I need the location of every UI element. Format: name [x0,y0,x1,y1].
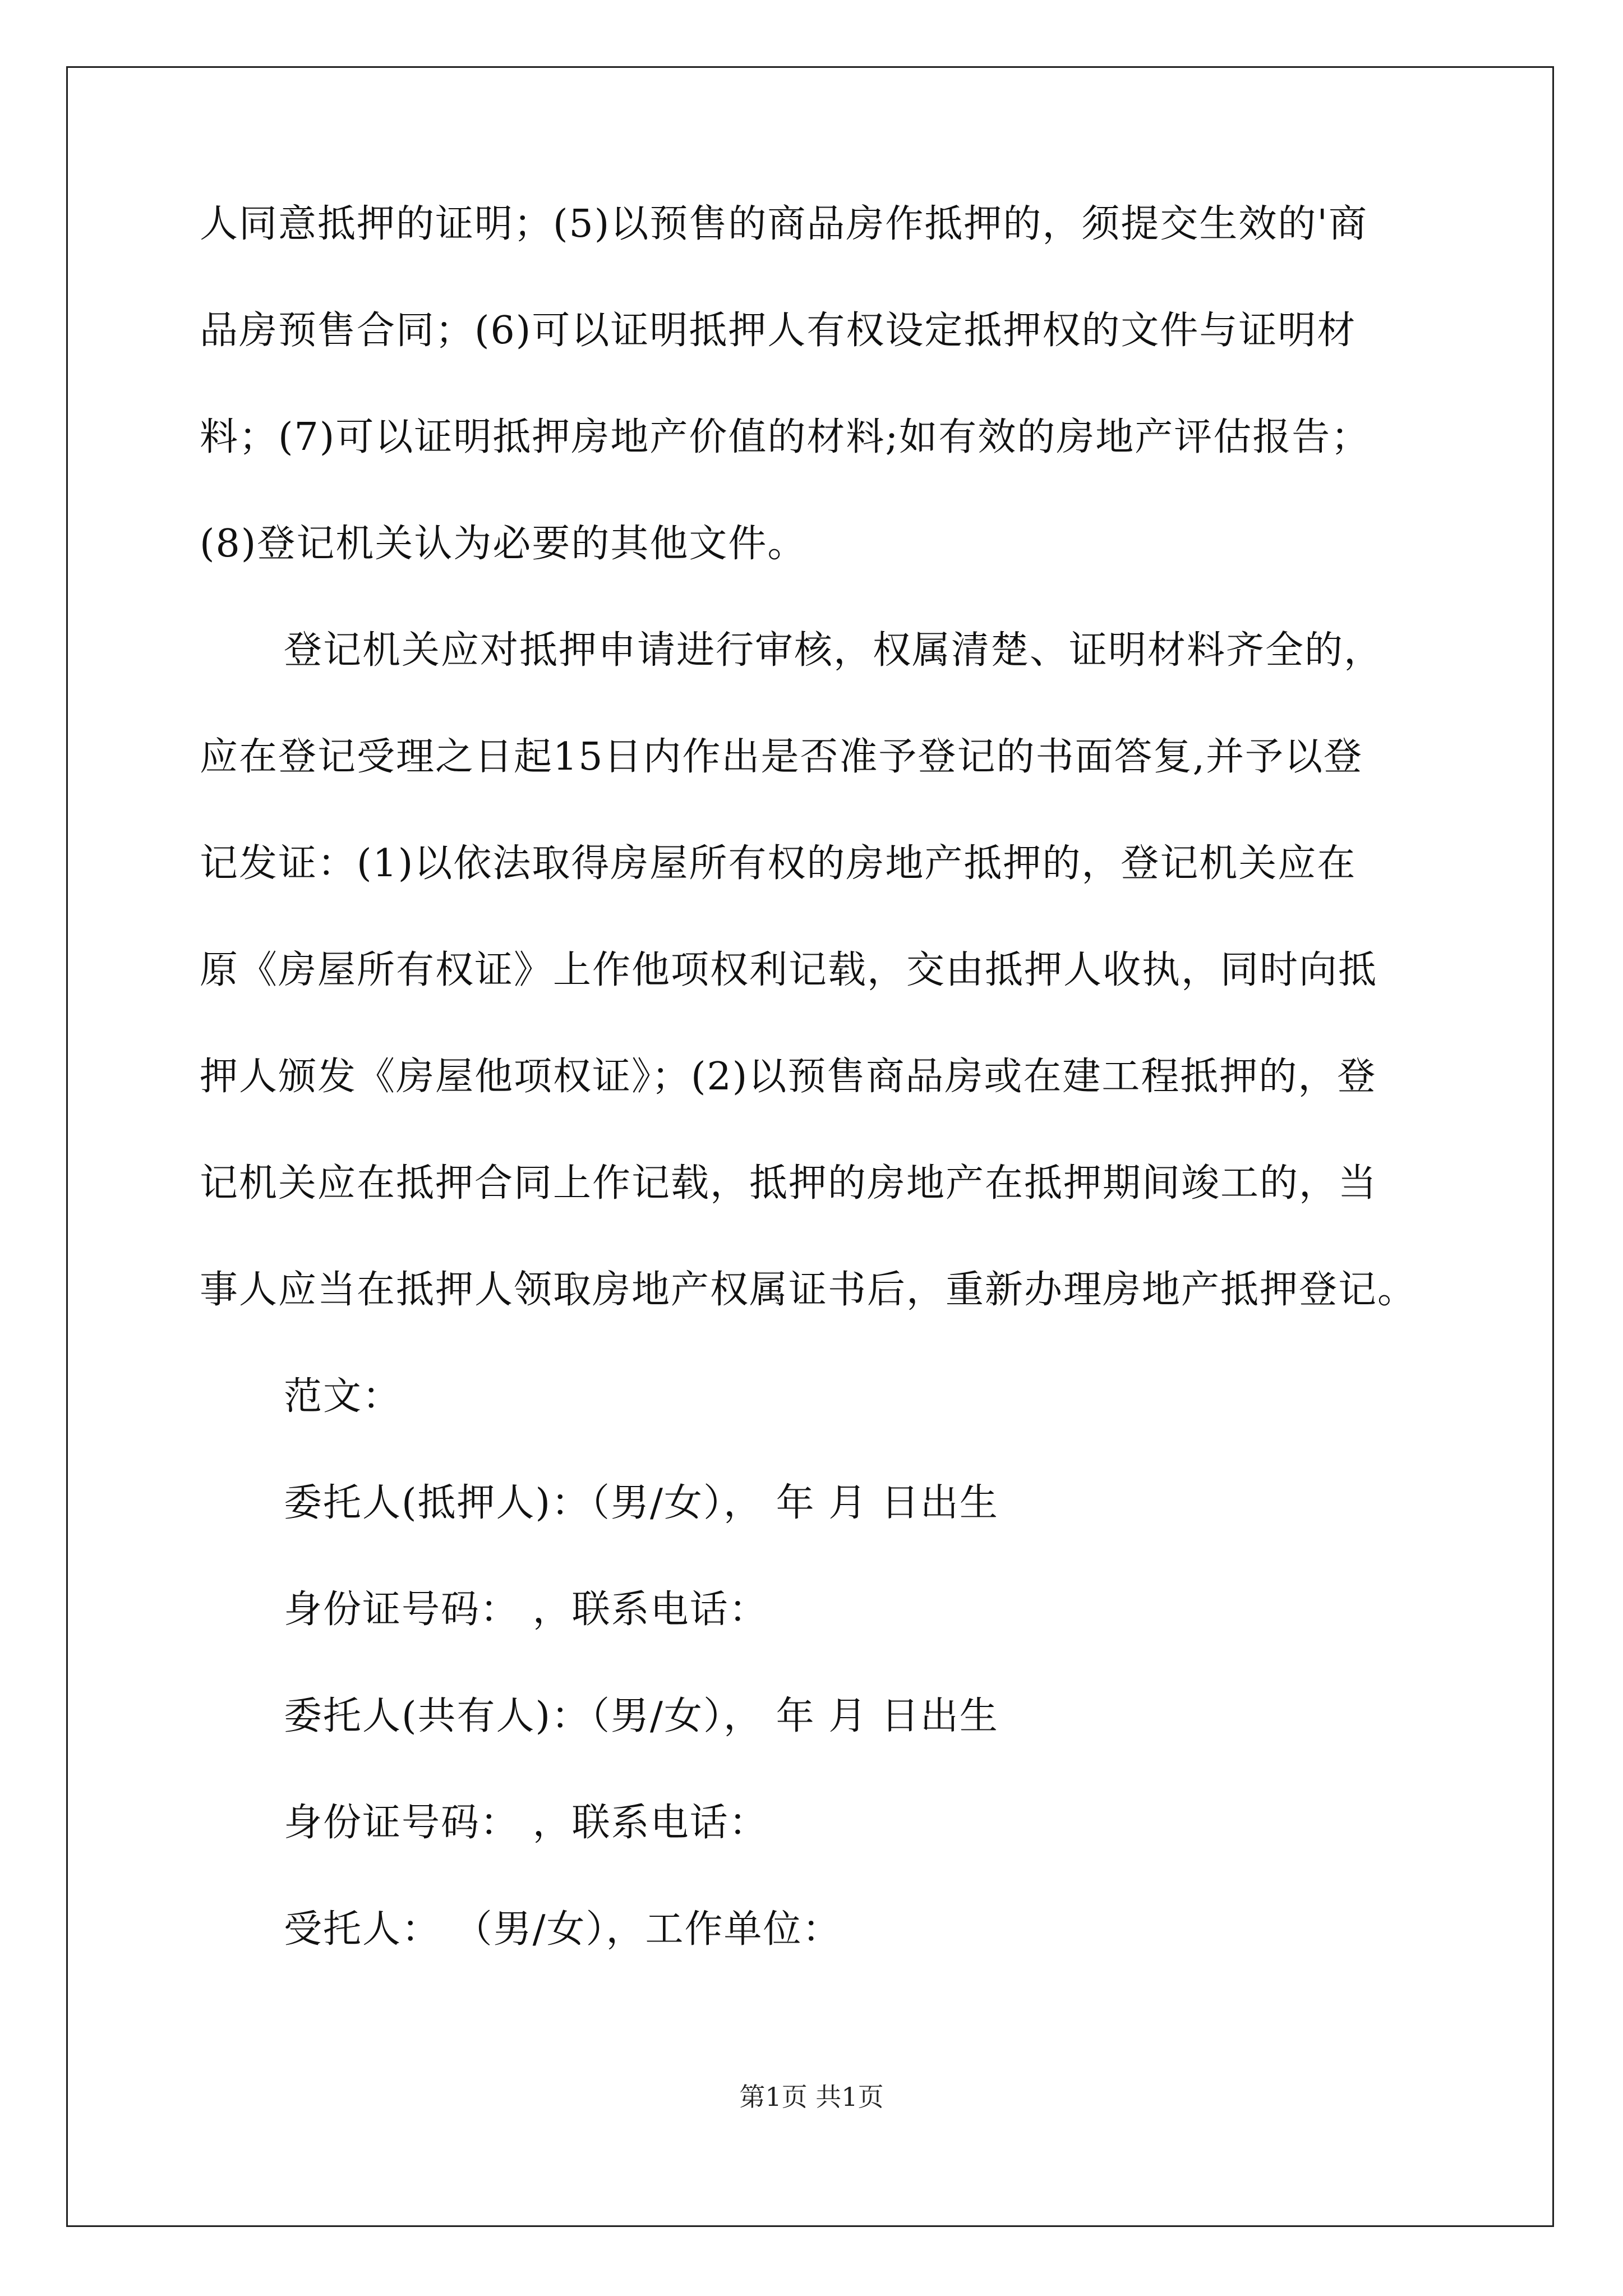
paragraph-2-line-6: 记机关应在抵押合同上作记载，抵押的房地产在抵押期间竣工的，当 [200,1161,1378,1205]
paragraph-2-line-4: 原《房屋所有权证》上作他项权利记载，交由抵押人收执，同时向抵 [200,948,1378,992]
paragraph-2-line-2: 应在登记受理之日起15日内作出是否准予登记的书面答复,并予以登 [200,735,1363,779]
paragraph-1-line-2: 品房预售合同；(6)可以证明抵押人有权设定抵押权的文件与证明材 [200,309,1357,353]
form-line-principal-mortgagor: 委托人(抵押人)：（男/女）， 年 月 日出生 [284,1481,999,1525]
paragraph-2-line-7: 事人应当在抵押人领取房地产权属证书后，重新办理房地产抵押登记。 [200,1268,1417,1312]
paragraph-1-line-4: (8)登记机关认为必要的其他文件。 [200,522,807,566]
page-number-footer: 第1页 共1页 [739,2082,884,2112]
paragraph-2-line-5: 押人颁发《房屋他项权证》；(2)以预售商品房或在建工程抵押的，登 [200,1055,1377,1099]
form-line-principal-co-owner: 委托人(共有人)：（男/女）， 年 月 日出生 [284,1694,999,1738]
paragraph-2-line-3: 记发证：(1)以依法取得房屋所有权的房地产抵押的，登记机关应在 [200,841,1357,886]
form-line-agent: 受托人： （男/女），工作单位： [284,1907,842,1952]
form-line-id-phone-2: 身份证号码： ，联系电话： [284,1801,768,1845]
sample-heading: 范文： [284,1374,402,1419]
paragraph-1-line-3: 料；(7)可以证明抵押房地产价值的材料;如有效的房地产评估报告； [200,415,1371,459]
paragraph-1-line-1: 人同意抵押的证明；(5)以预售的商品房作抵押的，须提交生效的'商 [200,202,1368,246]
paragraph-2-line-1: 登记机关应对抵押申请进行审核，权属清楚、证明材料齐全的， [284,628,1384,673]
form-line-id-phone-1: 身份证号码： ，联系电话： [284,1588,768,1632]
page-border [66,66,1554,2227]
